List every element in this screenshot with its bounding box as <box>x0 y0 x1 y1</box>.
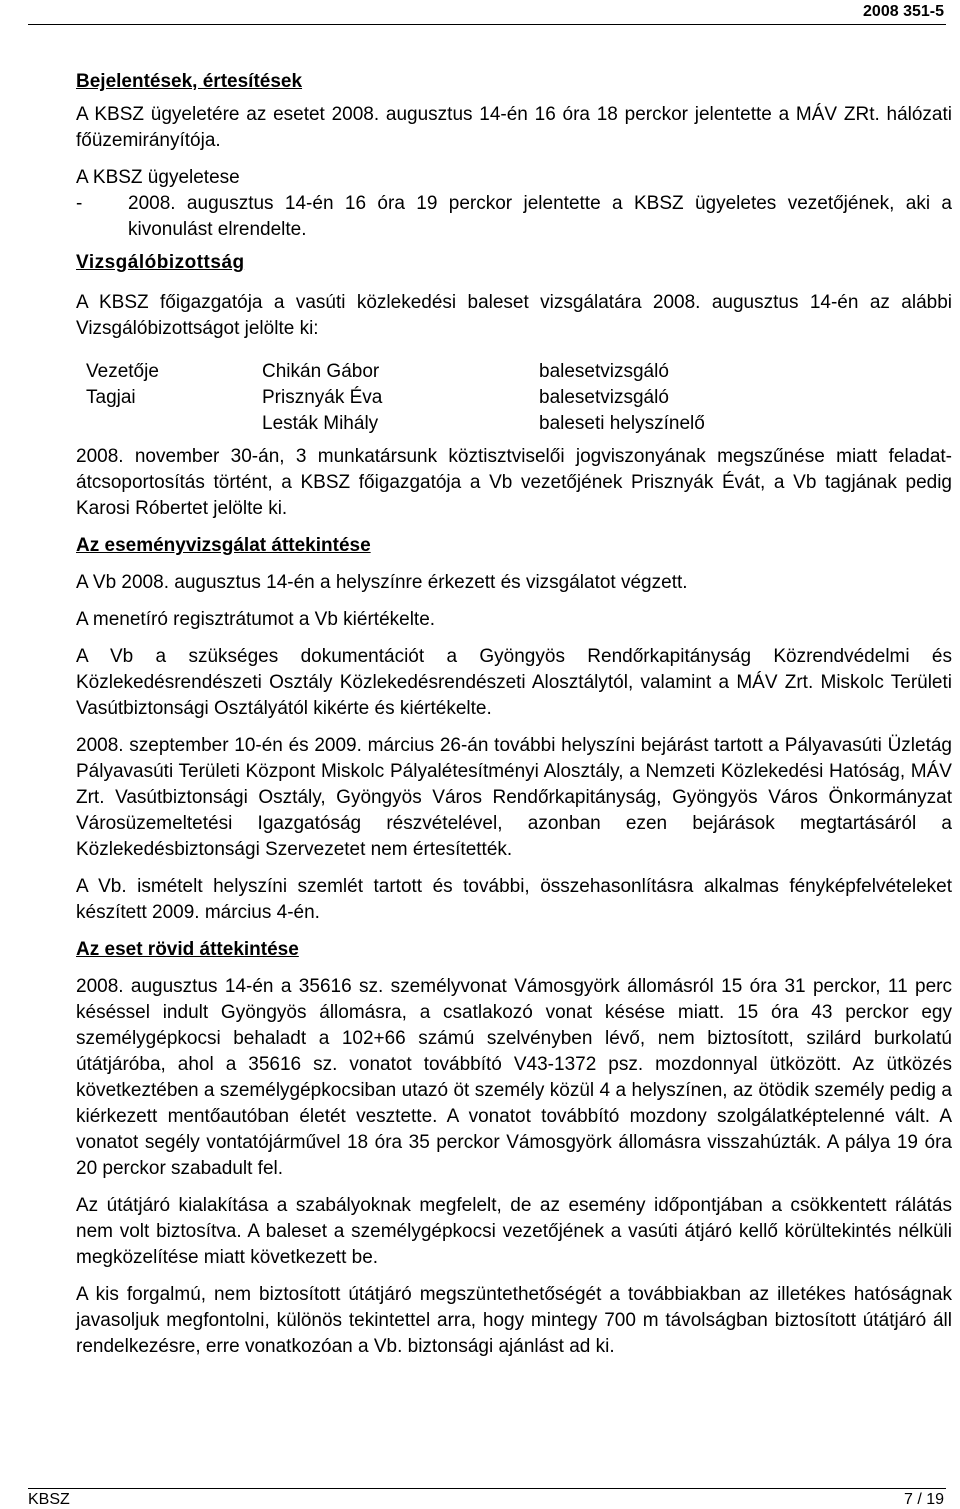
member-role: Tagjai <box>86 387 136 408</box>
paragraph: A KBSZ főigazgatója a vasúti közlekedési baleset vizsgálatára 2008. augusztus 14-én az alábbi Vizsgálóbizottságot jelölte ki: <box>76 292 952 339</box>
member-function: baleseti helyszínelő <box>539 413 705 434</box>
member-function: balesetvizsgáló <box>539 361 669 382</box>
member-row <box>86 359 952 385</box>
section-title-overview: Az eset rövid áttekintése <box>76 939 299 960</box>
member-function: balesetvizsgáló <box>539 387 669 408</box>
list-item <box>76 191 952 243</box>
member-row <box>86 411 952 437</box>
paragraph: A KBSZ ügyeletese <box>76 167 240 188</box>
member-name: Prisznyák Éva <box>262 387 383 408</box>
section-title-committee: Vizsgálóbizottság <box>76 252 245 273</box>
list-bullet: - <box>76 193 83 214</box>
paragraph: A Vb a szükséges dokumentációt a Gyöngyös Rendőrkapitányság Közrendvédelmi és Közlekedésrendészeti Osztály Közlekedésrendészeti Alosztálytól, valamint a MÁV Zrt. Miskolc Területi Vasútbiztonsági Osztályától kikérte és kiértékelte. <box>76 646 952 719</box>
member-name: Chikán Gábor <box>262 361 380 382</box>
document-code: 2008 351-5 <box>863 3 944 20</box>
member-role: Vezetője <box>86 361 159 382</box>
member-role <box>86 411 262 437</box>
paragraph: A menetíró regisztrátumot a Vb kiértékelte. <box>76 609 436 630</box>
paragraph: A kis forgalmú, nem biztosított útátjáró megszüntethetőségét a továbbiakban az illetékes hatóságnak javasoljuk megfontolni, különös tekintettel arra, hogy mintegy 700 m távolságban biztosított útátjáró áll rendelkezésre, erre vonatkozóan a Vb. biztonsági ajánlást ad ki. <box>76 1284 952 1357</box>
page-number: 7 / 19 <box>903 1491 944 1508</box>
paragraph: 2008. augusztus 14-én a 35616 sz. személyvonat Vámosgyörk állomásról 15 óra 31 perckor, 11 perc késéssel indult Gyöngyös állomásra, a csatlakozó vonat késése miatt. 15 óra 43 perckor egy személygépkocsi behaladt a 102+66 számú szelvényben lévő, nem biztosított, szilárd burkolatú útátjáróba, ahol a 35616 sz. vonatot továbbító V43-1372 psz. mozdonnyal ütközött. Az ütközés következtében a személygépkocsiban utazó öt személy közül 4 a helyszínen, az ötödik személy pedig a kiérkezett mentőautóban életét vesztette. A vonatot továbbító mozdony szolgálatképtelenné vált. A vonatot segély vontatójárművel 18 óra 35 perckor Vámosgyörk állomásra visszahúzták. A pálya 19 óra 20 perckor szabadult fel. <box>76 976 952 1179</box>
page-header <box>28 0 946 25</box>
footer-org: KBSZ <box>28 1491 70 1508</box>
paragraph: A Vb. ismételt helyszíni szemlét tartott és további, összehasonlításra alkalmas fényképfelvételeket készített 2009. március 4-én. <box>76 876 952 923</box>
paragraph: A Vb 2008. augusztus 14-én a helyszínre érkezett és vizsgálatot végzett. <box>76 572 688 593</box>
paragraph: 2008. szeptember 10-én és 2009. március 26-án további helyszíni bejárást tartott a Pályavasúti Üzletág Pályavasúti Területi Központ Miskolc Pályalétesítményi Alosztály, a Nemzeti Közlekedési Hatóság, MÁV Zrt. Vasútbiztonsági Osztály, Gyöngyös Város Rendőrkapitányság, Gyöngyös Város Önkormányzat Városüzemeltetési Igazgatóság részvételével, azonban ezen bejárások megtartásáról a Közlekedésbiztonsági Szervezetet nem értesítették. <box>76 735 952 860</box>
member-row <box>86 385 952 411</box>
list-item-text: 2008. augusztus 14-én 16 óra 19 perckor jelentette a KBSZ ügyeletes vezetőjének, aki a kivonulást elrendelte. <box>128 193 952 240</box>
document-body <box>76 69 952 1360</box>
paragraph: 2008. november 30-án, 3 munkatársunk köztisztviselői jogviszonyának megszűnése miatt feladat-átcsoportosítás történt, a KBSZ főigazgatója a Vb vezetőjének Prisznyák Évát, a Vb tagjának pedig Karosi Róbertet jelölte ki. <box>76 446 952 519</box>
paragraph: Az útátjáró kialakítása a szabályoknak megfelelt, de az esemény időpontjában a csökkentett rálátás nem volt biztosítva. A baleset a személygépkocsi vezetőjének a vasúti átjáró kellő körültekintés nélküli megközelítése miatt következett be. <box>76 1195 952 1268</box>
section-title-notifications: Bejelentések, értesítések <box>76 71 303 92</box>
page-footer <box>28 1488 946 1508</box>
committee-members-table <box>86 359 952 437</box>
section-title-investigation: Az eseményvizsgálat áttekintése <box>76 535 371 556</box>
member-name: Lesták Mihály <box>262 413 379 434</box>
paragraph: A KBSZ ügyeletére az esetet 2008. augusztus 14-én 16 óra 18 perckor jelentette a MÁV ZRt. hálózati főüzemirányítója. <box>76 104 952 151</box>
